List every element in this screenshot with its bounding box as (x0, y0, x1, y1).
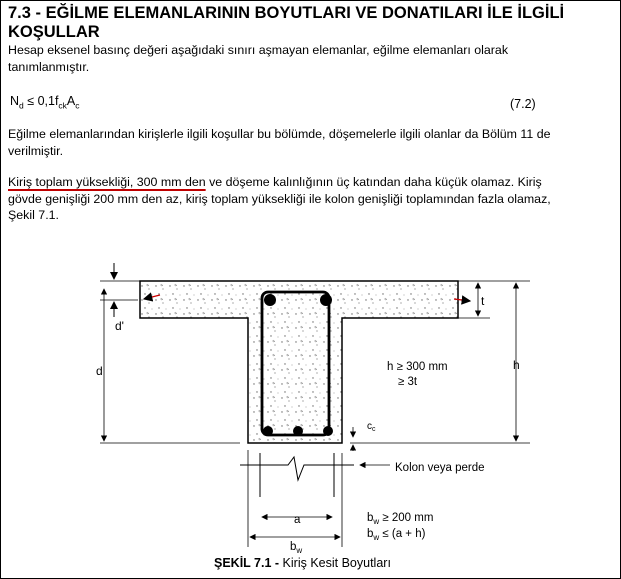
paragraph-line: Hesap eksenel basınç değeri aşağıdaki sınırı aşmayan elemanlar, eğilme elemanları olarak (8, 43, 509, 57)
paragraph-line: gövde genişliği 200 mm den az, kiriş toplam yüksekliği ile kolon genişliği toplamından fazla olamaz, (8, 191, 551, 206)
rebar (293, 426, 303, 436)
formula-f-sub: ck (58, 100, 67, 111)
formula-a-sub: c (75, 100, 80, 111)
paragraph-line-rest: ve döşeme kalınlığının üç katından daha küçük olamaz. Kiriş (205, 175, 542, 189)
label-a: a (294, 514, 301, 526)
formula-7-2 (10, 94, 80, 111)
section-title-line-1: 7.3 - EĞİLME ELEMANLARININ BOYUTLARI VE DONATILARI İLE İLGİLİ (8, 4, 565, 22)
label-t: t (481, 294, 485, 308)
condition-bw-max: $b_w \le (a + h)$ (367, 528, 426, 542)
paragraph-line: Eğilme elemanlarından kirişlerle ilgili koşullar bu bölümde, döşemelerle ilgili olanlar da Bölüm 11 de (8, 127, 551, 141)
label-d: d (96, 364, 103, 378)
condition-h-min: h ≥ 300 mm (387, 361, 448, 373)
formula-rel: ≤ 0,1f (23, 94, 59, 108)
paragraph-line: verilmiştir. (8, 143, 64, 158)
section-title (8, 4, 608, 42)
condition-h-slab: ≥ 3t (398, 376, 418, 388)
label-cc: $c_c$ (367, 421, 376, 433)
paragraph-beam-requirements (8, 174, 612, 224)
paragraph-line (8, 174, 612, 191)
label-column: Kolon veya perde (395, 462, 485, 474)
condition-bw-min: $b_w \ge 200$ mm (367, 512, 434, 526)
label-bw: $b_w$ (290, 541, 303, 555)
formula-a: A (66, 94, 76, 108)
label-d-prime: d' (115, 319, 124, 333)
beam-section-figure (0, 255, 621, 555)
rebar (263, 426, 273, 436)
highlighted-phrase: Kiriş toplam yüksekliği, 300 mm den (8, 175, 206, 189)
rebar (323, 426, 333, 436)
caption-label: ŞEKİL 7.1 - (214, 556, 280, 570)
equation-number: (7.2) (510, 97, 536, 111)
paragraph-line: tanımlanmıştır. (8, 59, 90, 74)
section-title-line-2: KOŞULLAR (8, 23, 100, 41)
caption-text: Kiriş Kesit Boyutları (279, 556, 391, 570)
figure-caption (214, 556, 391, 570)
paragraph-line: Şekil 7.1. (8, 208, 59, 222)
column-break-line (240, 457, 354, 480)
rebar (320, 294, 332, 306)
label-h: h (513, 358, 520, 372)
rebar (264, 294, 276, 306)
formula-n-sub: d (19, 100, 24, 111)
formula-n: N (10, 94, 20, 108)
paragraph-scope (8, 126, 612, 159)
paragraph-definition (8, 42, 612, 75)
